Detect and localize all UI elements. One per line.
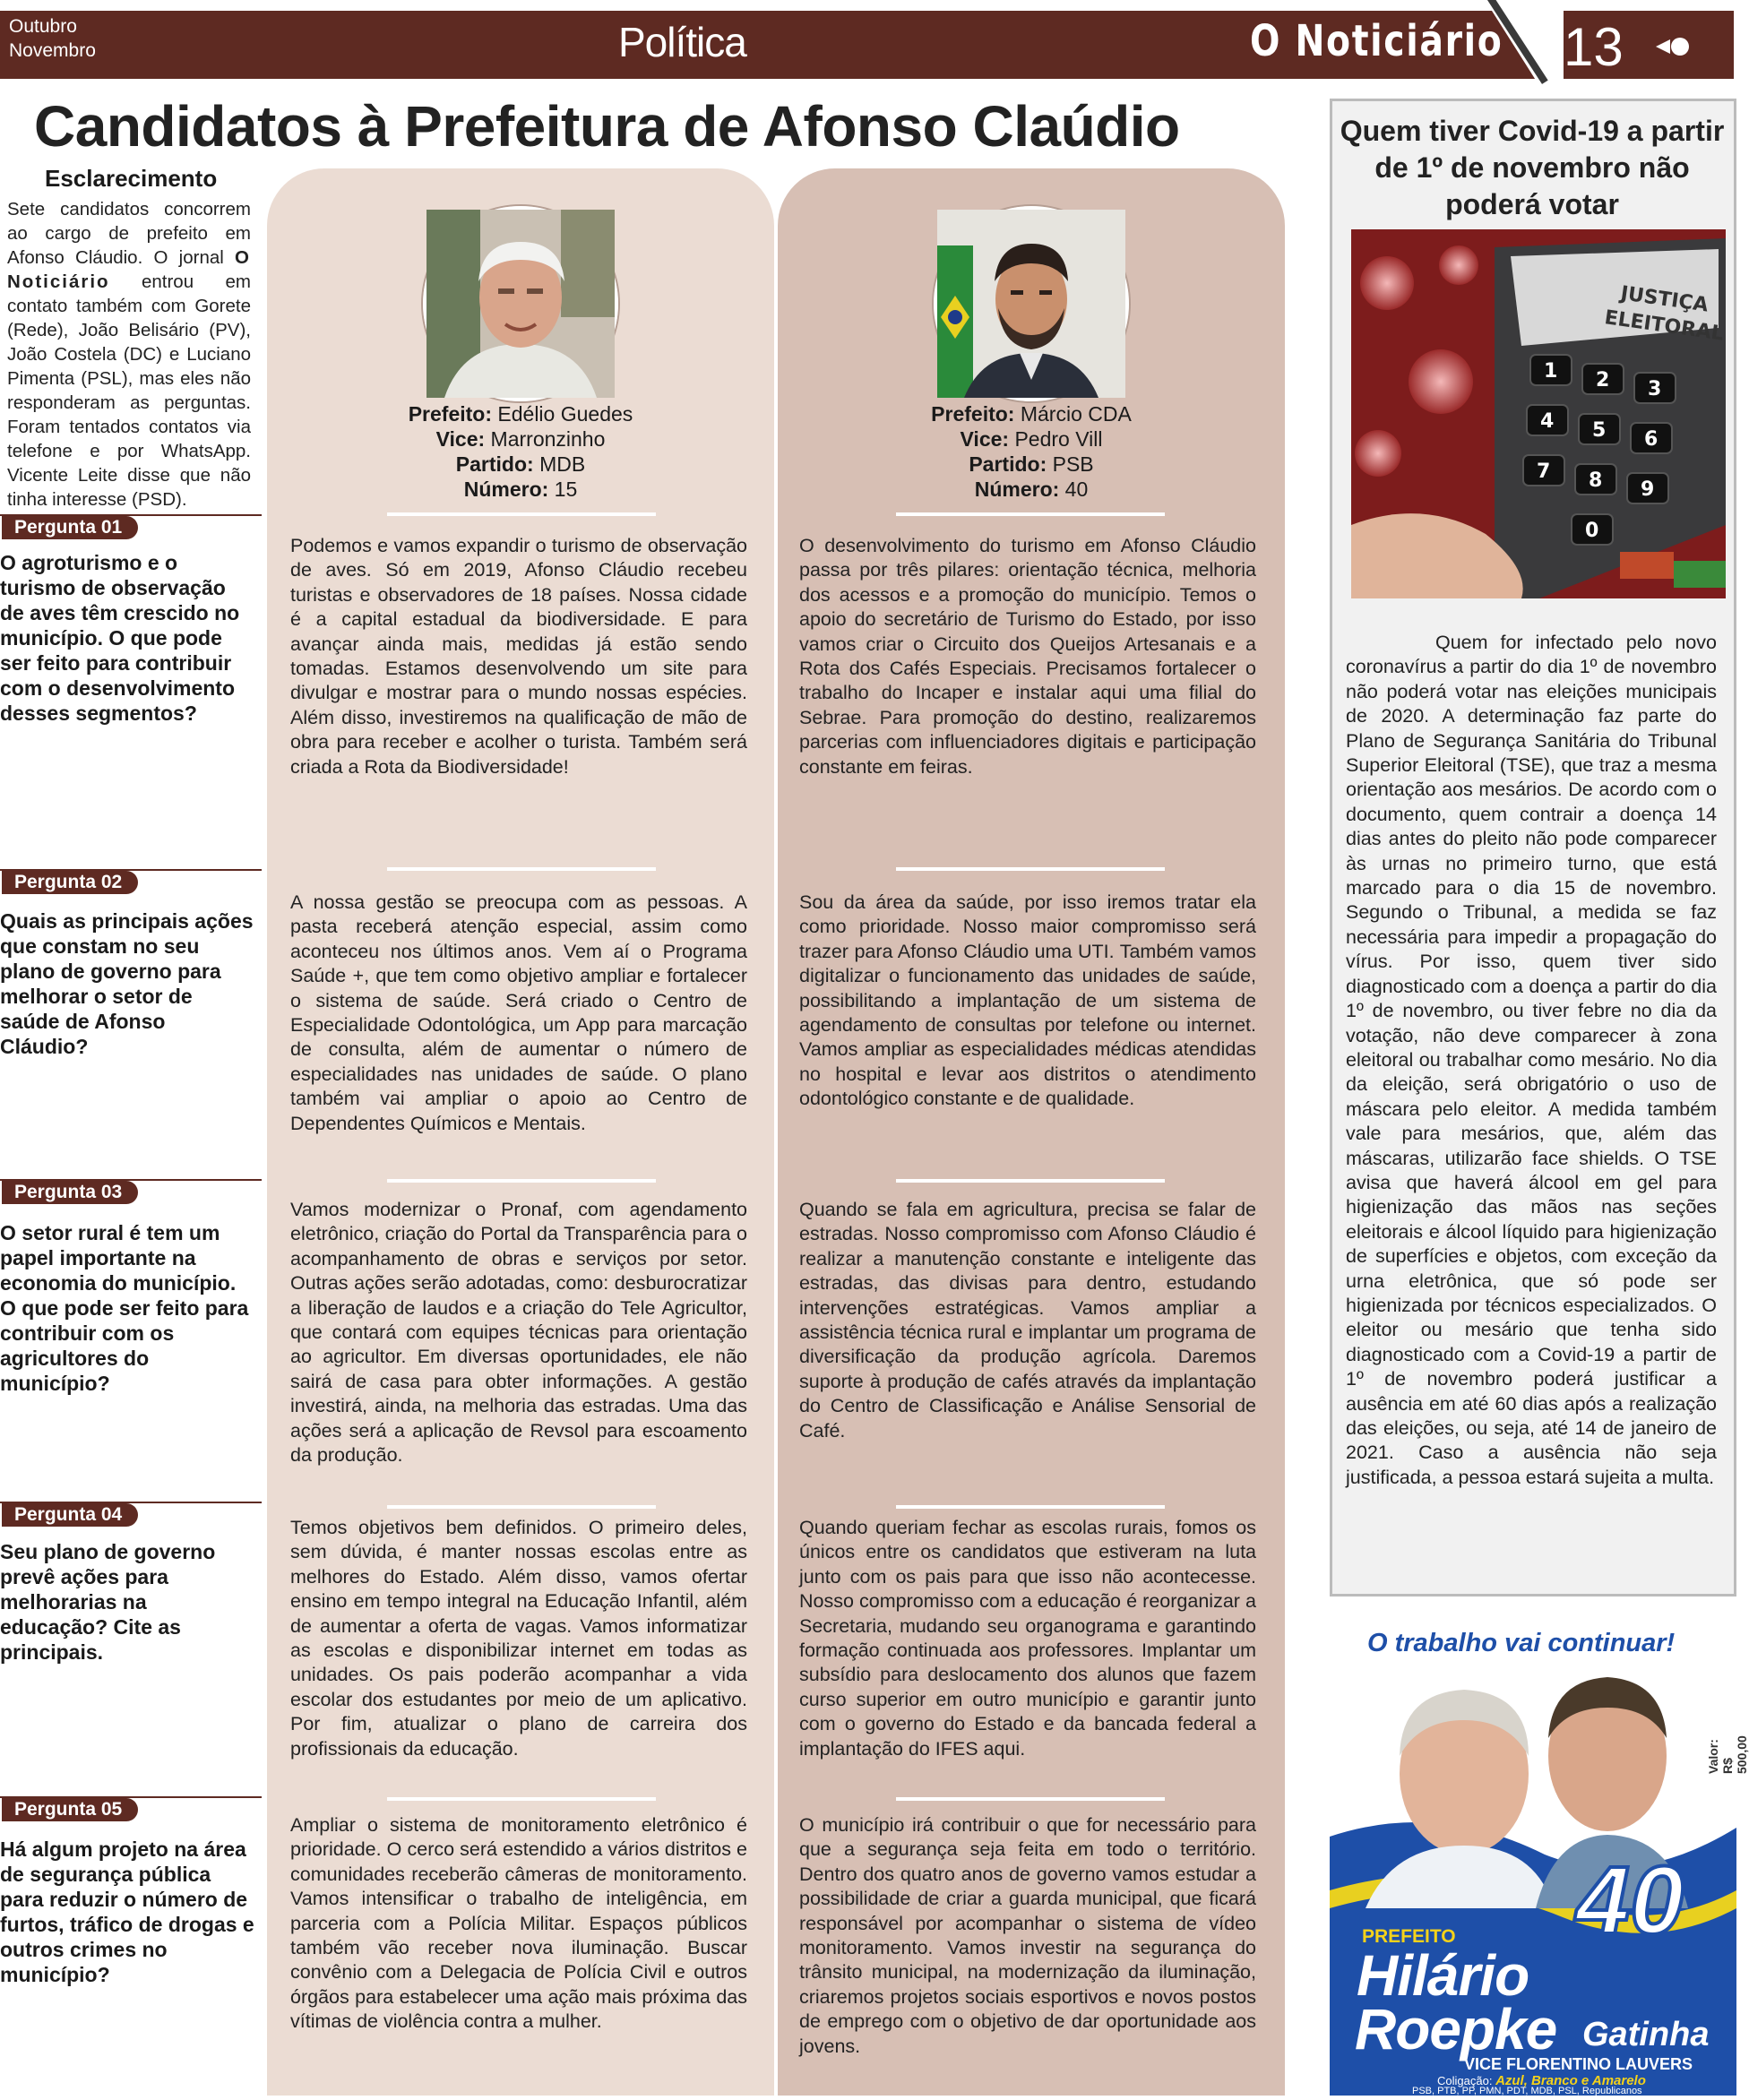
question-1: O agroturismo e o turismo de observação de aves têm crescido no município. O que pode ser feito para contribuir com o desenvolvimento desses segmentos? bbox=[0, 551, 240, 725]
candidate-2-info bbox=[778, 401, 1285, 502]
question-tag-1 bbox=[0, 514, 262, 541]
separator bbox=[896, 1505, 1165, 1509]
separator bbox=[387, 867, 656, 871]
sidebar-heading: Quem tiver Covid-19 a partir de 1º de novembro não poderá votar bbox=[1340, 115, 1725, 220]
candidate-1-partido-label: Partido: bbox=[455, 452, 534, 476]
question-tag-label: Pergunta 05 bbox=[2, 1798, 138, 1821]
ad-number: 40 bbox=[1576, 1846, 1684, 1954]
candidate-1-answer-2: A nossa gestão se preocupa com as pessoas. A pasta receberá atenção especial, assim como aconteceu nos últimos anos. Vem aí o Programa Saúde +, que tem como objetivo ampliar e fortalecer o sistema de saúde. Será criado o Centro de Especialidade Odontológica, um App para marcação de consulta, além de aumentar o número de especialidades nas unidades de saúde. O plano também vai ampliar o apoio ao Centro de Dependentes Químicos e Mentais. bbox=[290, 891, 747, 1134]
candidate-2-vice: Pedro Vill bbox=[1014, 427, 1103, 451]
sidebar-text: Quem for infectado pelo novo coronavírus a partir do dia 1º de novembro não poderá votar nas eleições municipais de 2020. A determinação faz parte do Plano de Segurança Sanitária do Tribunal Superior Eleitoral (TSE), que traz a mesma orientação aos mesários. De acordo com o documento, quem contrair a doença 14 dias antes do pleito não pode comparecer às urnas no primeiro turno, que está marcado para o dia 15 de novembro. Segundo o Tribunal, a medida se faz necessária para impedir a propagação do vírus. Por isso, quem tiver sido diagnosticado com a doença a partir do dia 1º de novembro, ou tiver febre no dia da votação, não deve comparecer à zona eleitoral ou trabalhar como mesário. No dia da eleição, será obrigatório o uso de máscara pelo eleitor. A medida também vale para mesários, que, além das máscaras, utilizarão face shields. O TSE avisa que haverá álcool em gel para higienização das mãos nas seções eleitorais e álcool líquido para higienização de superfícies e objetos, com exceção da urna eletrônica, que só pode ser higienizada por técnicos especializados. O eleitor ou mesário que tenha sido diagnosticado com a Covid-19 a partir de 1º de novembro poderá justificar a ausência em até 60 dias após a realização das eleições, ou seja, até 14 de janeiro de 2021. Caso a ausência não seja justificada, a pessoa estará sujeita a multa. bbox=[1346, 632, 1717, 1488]
candidate-1-numero: 15 bbox=[554, 478, 578, 501]
ad-parties: PSB, PTB, PP, PMN, PDT, MDB, PSL, Republicanos bbox=[1412, 2086, 1642, 2096]
candidate-1-info bbox=[267, 401, 774, 502]
key-5: 5 bbox=[1592, 419, 1607, 442]
urn-label-1: JUSTIÇA bbox=[1619, 282, 1710, 317]
key-3: 3 bbox=[1648, 378, 1662, 400]
candidate-2-numero: 40 bbox=[1064, 478, 1089, 501]
ad-nickname: Gatinha bbox=[1582, 2016, 1710, 2053]
candidate-2-answer-5: O município irá contribuir o que for necessário para que a segurança seja feita em todo o território. Dentro dos quatro anos de governo vamos estudar a possibilidade de criar a guarda municipal, que ficará responsável por acompanhar o sistema de vídeo monitoramento. Vamos investir na segurança do trânsito municipal, na modernização da iluminação, criaremos projetos sociais esportivos e novos postos de emprego com o objetivo de dar oportunidade aos jovens. bbox=[799, 1814, 1256, 2057]
candidate-1-answer-3: Vamos modernizar o Pronaf, com agendamento eletrônico, criação do Portal da Transparência para o acompanhamento de obras e serviços por setor. Outras ações serão adotadas, como: desburocratizar a liberação de laudos e a criação do Tele Agricultor, que contará com equipes técnicas para orientação ao agricultor. Em diversas oportunidades, ele não sairá de casa para obter informações. A gestão investirá, ainda, na melhoria das estradas. Uma das ações será a aplicação de Revsol para escoamento da produção. bbox=[290, 1199, 747, 1467]
ad-value: Valor: R$ 500,00 bbox=[1706, 1735, 1749, 1774]
dot-icon bbox=[1671, 38, 1689, 56]
key-4: 4 bbox=[1540, 410, 1555, 433]
candidate-1-answer-5: Ampliar o sistema de monitoramento eletrônico é prioridade. O cerco será estendido a vários distritos e comunidades receberão câmeras de monitoramento. Vamos intensificar o trabalho de inteligência, em parceria com a Polícia Militar. Espaços públicos também vão receber nova iluminação. Buscar convênio com a Delegacia de Polícia Civil e outros órgãos para estabelecer uma ação mais próxima das vítimas de violência contra a mulher. bbox=[290, 1814, 747, 2033]
candidate-1-vice-label: Vice: bbox=[435, 427, 486, 451]
question-tag-4 bbox=[0, 1502, 262, 1528]
clarification-text-b: entrou em contato também com Gorete (Rede), João Belisário (PV), João Costela (DC) e Luciano Pimenta (PSL), mas eles não responderam as perguntas. Foram tentados contatos via telefone e por WhatsApp. Vicente Leite disse que não tinha interesse (PSD). bbox=[7, 271, 251, 510]
campaign-ad bbox=[1330, 1622, 1749, 2096]
candidate-2-answer-3: Quando se fala em agricultura, precisa se falar de estradas. Nosso compromisso com Afonso Cláudio é realizar a manutenção constante e inteligente das estradas, das divisas para dentro, estudando intervenções estratégicas. Vamos ampliar a assistência técnica rural e implantar um programa de diversificação da produção agrícola. Daremos suporte à produção de cafés através da implantação do Centro de Classificação e Análise Sensorial de Café. bbox=[799, 1199, 1256, 1442]
candidate-2-prefeito: Márcio CDA bbox=[1020, 402, 1132, 426]
key-1: 1 bbox=[1544, 360, 1558, 383]
key-9: 9 bbox=[1641, 478, 1655, 501]
page-title: Candidatos à Prefeitura de Afonso Claúdio bbox=[34, 94, 1180, 159]
page-number: 13 bbox=[1564, 17, 1624, 77]
question-tag-label: Pergunta 02 bbox=[2, 871, 138, 894]
ad-last-name: Roepke bbox=[1355, 1997, 1557, 2061]
candidate-1-prefeito: Edélio Guedes bbox=[497, 402, 633, 426]
candidate-1-photo bbox=[423, 206, 618, 401]
candidate-1-vice: Marronzinho bbox=[490, 427, 606, 451]
candidate-2-answer-2: Sou da área da saúde, por isso iremos tratar ela como prioridade. Nosso maior compromisso será trazer para Afonso Cláudio uma UTI. Também vamos digitalizar o funcionamento das unidades de saúde, possibilitando a implantação de um sistema de agendamento de consultas por telefone ou internet. Vamos ampliar as especialidades médicas atendidas no hospital e levar aos distritos o atendimento odontológico constante e de qualidade. bbox=[799, 891, 1256, 1110]
separator bbox=[896, 1179, 1165, 1183]
clarification-heading: Esclarecimento bbox=[45, 165, 218, 192]
candidate-2-photo bbox=[934, 206, 1129, 401]
key-8: 8 bbox=[1589, 469, 1603, 492]
separator bbox=[896, 512, 1165, 516]
section-name: Política bbox=[618, 19, 746, 65]
candidate-2-vice-label: Vice: bbox=[960, 427, 1010, 451]
ad-coalition-label: Coligação: bbox=[1437, 2074, 1493, 2087]
candidate-2-prefeito-label: Prefeito: bbox=[931, 402, 1015, 426]
candidate-1-prefeito-label: Prefeito: bbox=[408, 402, 492, 426]
candidate-2-answer-1: O desenvolvimento do turismo em Afonso Cláudio passa por três pilares: orientação técnica, melhoria dos acessos e a promoção do município. Temos o apoio do secretário de Turismo do Estado, por isso vamos criar o Circuito dos Queijos Artesanais e a Rota dos Cafés Especiais. Precisamos fortalecer o trabalho do Incaper e instalar aqui uma filial do Sebrae. Para promoção do destino, realizaremos parcerias com influenciadores digitais e participação constante em feiras. bbox=[799, 535, 1256, 778]
ad-vice: VICE FLORENTINO LAUVERS bbox=[1464, 2055, 1693, 2073]
issue-months bbox=[9, 14, 96, 63]
candidate-2-numero-label: Número: bbox=[974, 478, 1060, 501]
key-0: 0 bbox=[1585, 520, 1599, 542]
separator bbox=[896, 867, 1165, 871]
separator bbox=[896, 1797, 1165, 1801]
key-6: 6 bbox=[1644, 428, 1659, 451]
question-tag-5 bbox=[0, 1796, 262, 1823]
question-tag-2 bbox=[0, 869, 262, 896]
candidate-1-answer-1: Podemos e vamos expandir o turismo de observação de aves. Só em 2019, Afonso Cláudio recebeu turistas e observadores de 18 países. Nossa cidade é a capital estadual da biodiversidade. E para avançar ainda mais, medidas já estão sendo tomadas. Estamos desenvolvendo um site para divulgar e mostrar para o mundo nossas espécies. Além disso, investiremos na qualificação de mão de obra para receber e acolher o turista. Também será criada a Rota da Biodiversidade! bbox=[290, 535, 747, 778]
question-4: Seu plano de governo prevê ações para melhorarias na educação? Cite as principais. bbox=[0, 1540, 216, 1664]
question-3: O setor rural é tem um papel importante na economia do município. O que pode ser feito para contribuir com os agricultores do município? bbox=[0, 1221, 249, 1395]
question-2: Quais as principais ações que constam no seu plano de governo para melhorar o setor de saúde de Afonso Cláudio? bbox=[0, 909, 254, 1058]
separator bbox=[387, 1179, 656, 1183]
question-tag-label: Pergunta 01 bbox=[2, 516, 138, 539]
separator bbox=[387, 512, 656, 516]
clarification-brand: O Noticiário bbox=[7, 247, 251, 292]
clarification-text bbox=[7, 197, 251, 512]
month-1: Outubro bbox=[9, 16, 77, 37]
question-tag-3 bbox=[0, 1179, 262, 1206]
ad-first-name: Hilário bbox=[1357, 1943, 1529, 2008]
newspaper-brand: O Noticiário bbox=[1250, 16, 1503, 66]
candidate-1-answer-4: Temos objetivos bem definidos. O primeiro deles, sem dúvida, é manter nossas escolas entre as melhores do Estado. Além disso, vamos ofertar ensino em tempo integral na Educação Infantil, além de aumentar a oferta de vagas. Vamos informatizar as escolas e disponibilizar internet em todas as unidades. Os pais poderão acompanhar a vida escolar dos estudantes por meio de um aplicativo. Por fim, atualizar o plano de carreira dos profissionais da educação. bbox=[290, 1517, 747, 1760]
month-2: Novembro bbox=[9, 40, 96, 61]
ad-coalition-name: Azul, Branco e Amarelo bbox=[1495, 2073, 1646, 2088]
voting-machine-image bbox=[1351, 229, 1726, 598]
candidate-1-partido: MDB bbox=[539, 452, 586, 476]
separator bbox=[387, 1797, 656, 1801]
question-5: Há algum projeto na área de segurança pública para reduzir o número de furtos, tráfico de drogas e outros crimes no município? bbox=[0, 1838, 254, 1986]
urn-label-2: ELEITORAL bbox=[1603, 306, 1726, 346]
clarification-text-a: Sete candidatos concorrem ao cargo de prefeito em Afonso Cláudio. O jornal bbox=[7, 199, 251, 268]
key-2: 2 bbox=[1596, 369, 1610, 392]
ad-slogan: O trabalho vai continuar! bbox=[1367, 1629, 1676, 1657]
candidate-2-answer-4: Quando queriam fechar as escolas rurais, fomos os únicos entre os candidatos que estiveram na luta junto com os pais para que isso não acontecesse. Nosso compromisso com a educação é reorganizar a Secretaria, mudando seu organograma e garantindo formação continuada aos professores. Implantar um subsídio para deslocamento dos alunos que fazem curso superior em outro município e garantir junto com o governo do Estado e da bancada federal a implantação do IFES aqui. bbox=[799, 1517, 1256, 1760]
separator bbox=[387, 1505, 656, 1509]
question-tag-label: Pergunta 04 bbox=[2, 1503, 138, 1527]
key-7: 7 bbox=[1537, 460, 1551, 483]
arrow-left-icon bbox=[1656, 39, 1670, 54]
candidate-2-partido: PSB bbox=[1052, 452, 1094, 476]
question-tag-label: Pergunta 03 bbox=[2, 1181, 138, 1204]
candidate-2-partido-label: Partido: bbox=[969, 452, 1047, 476]
ad-role: PREFEITO bbox=[1362, 1926, 1456, 1947]
candidate-1-numero-label: Número: bbox=[463, 478, 549, 501]
